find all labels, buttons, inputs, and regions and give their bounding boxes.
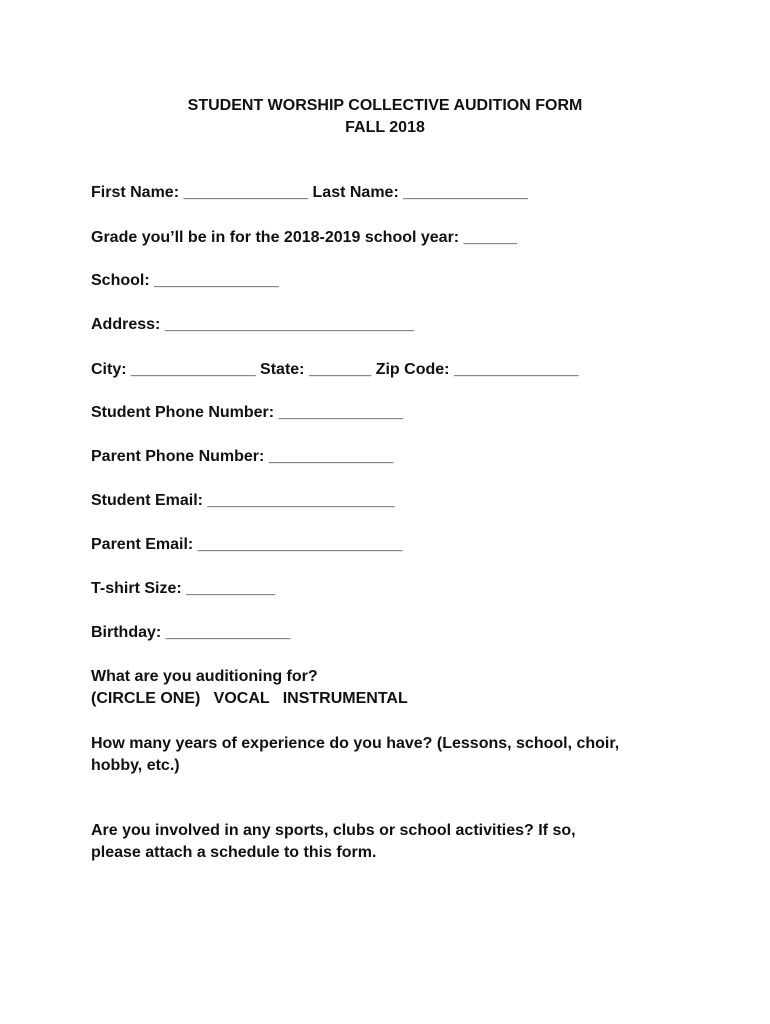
experience-question-line-1: How many years of experience do you have? (Lessons, school, choir,	[91, 735, 620, 752]
school-blank[interactable]: ______________	[154, 272, 279, 289]
city-state-zip-row	[91, 359, 579, 381]
activities-question-line-1: Are you involved in any sports, clubs or school activities? If so,	[91, 822, 576, 839]
parent-email-blank[interactable]: _______________________	[197, 536, 403, 553]
birthday-label: Birthday:	[91, 624, 162, 641]
student-phone-row	[91, 402, 403, 424]
audition-question: What are you auditioning for?	[91, 668, 318, 685]
tshirt-label: T-shirt Size:	[91, 580, 182, 597]
address-row	[91, 314, 414, 336]
student-phone-label: Student Phone Number:	[91, 404, 275, 421]
grade-row	[91, 227, 517, 249]
zip-blank[interactable]: ______________	[453, 361, 579, 378]
form-title: STUDENT WORSHIP COLLECTIVE AUDITION FORM	[187, 97, 583, 114]
city-blank[interactable]: ______________	[131, 361, 256, 378]
birthday-blank[interactable]: ______________	[165, 624, 291, 641]
state-blank[interactable]: _______	[308, 361, 372, 378]
tshirt-blank[interactable]: __________	[186, 580, 276, 597]
school-label: School:	[91, 272, 150, 289]
last-name-label: Last Name:	[312, 184, 399, 201]
state-label: State:	[260, 361, 305, 378]
experience-question-line-2: hobby, etc.)	[91, 757, 180, 774]
audition-choices[interactable]: (CIRCLE ONE) VOCAL INSTRUMENTAL	[91, 690, 408, 707]
grade-blank[interactable]: ______	[463, 229, 517, 246]
address-blank[interactable]: ____________________________	[164, 316, 414, 333]
parent-email-label: Parent Email:	[91, 536, 194, 553]
student-email-row	[91, 490, 394, 512]
name-row	[91, 182, 528, 204]
student-phone-blank[interactable]: ______________	[278, 404, 404, 421]
zip-label: Zip Code:	[375, 361, 450, 378]
first-name-blank[interactable]: ______________	[183, 184, 309, 201]
birthday-row	[91, 622, 290, 644]
form-subtitle: FALL 2018	[345, 119, 425, 136]
student-email-label: Student Email:	[91, 492, 204, 509]
parent-email-row	[91, 534, 402, 556]
tshirt-row	[91, 578, 275, 600]
parent-phone-label: Parent Phone Number:	[91, 448, 265, 465]
parent-phone-row	[91, 446, 393, 468]
parent-phone-blank[interactable]: ______________	[268, 448, 394, 465]
school-row	[91, 270, 279, 292]
address-label: Address:	[91, 316, 161, 333]
city-label: City:	[91, 361, 127, 378]
last-name-blank[interactable]: ______________	[403, 184, 528, 201]
activities-question-line-2: please attach a schedule to this form.	[91, 844, 377, 861]
grade-label: Grade you’ll be in for the 2018-2019 school year:	[91, 229, 460, 246]
student-email-blank[interactable]: _____________________	[207, 492, 395, 509]
first-name-label: First Name:	[91, 184, 180, 201]
